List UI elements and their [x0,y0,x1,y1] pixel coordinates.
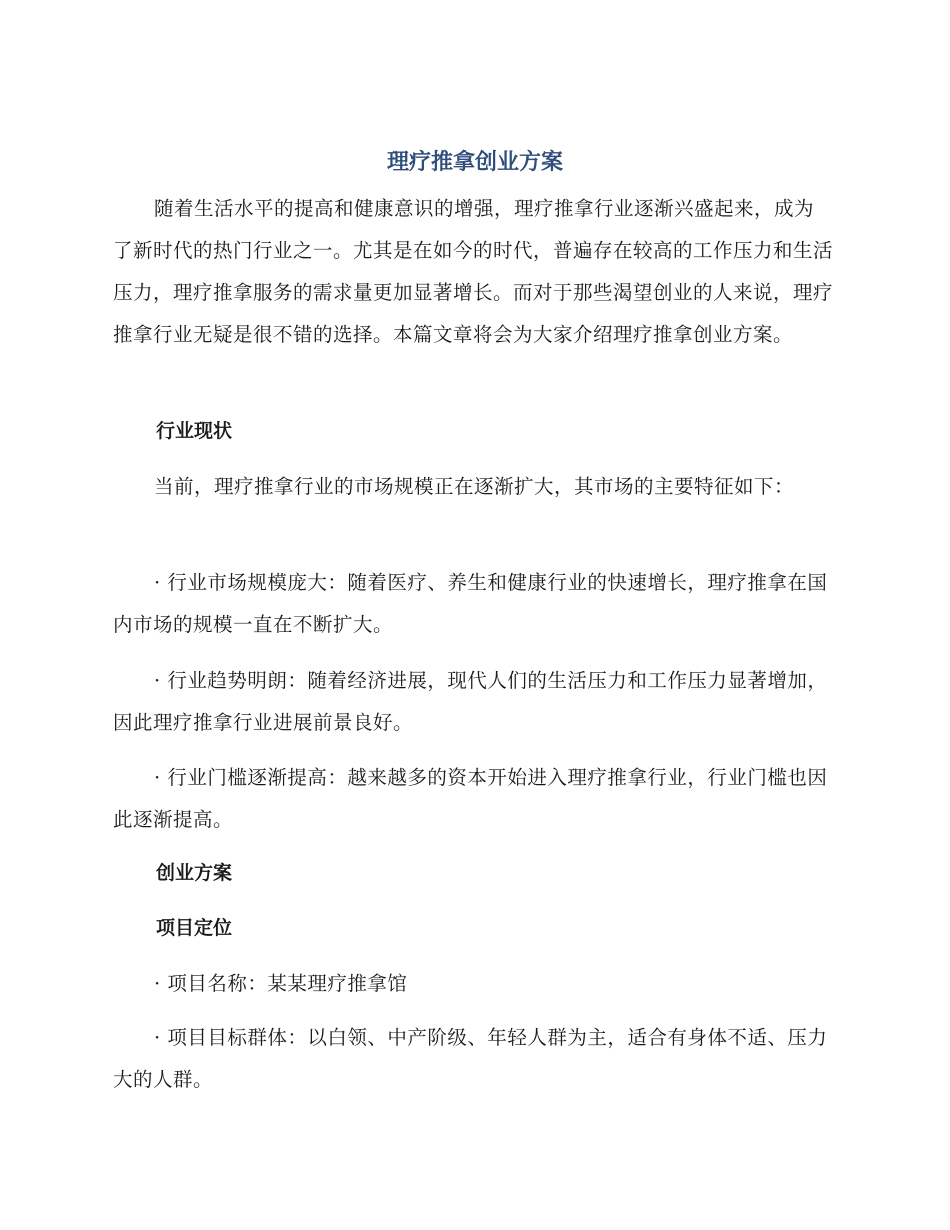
sub-heading-positioning: 项目定位 [156,917,233,939]
industry-lead-paragraph: 当前，理疗推拿行业的市场规模正在逐渐扩大，其市场的主要特征如下： [153,475,794,498]
section-heading-industry: 行业现状 [156,420,233,442]
intro-paragraph: 随着生活水平的提高和健康意识的增强，理疗推拿行业逐渐兴盛起来，成为了新时代的热门行业之一。尤其是在如今的时代，普遍存在较高的工作压力和生活压力，理疗推拿服务的需求量更加显著增长。而对于那些渴望创业的人来说，理疗推拿行业无疑是很不错的选择。本篇文章将会为大家介绍理疗推拿创业方案。 [113,197,834,346]
section-heading-plan: 创业方案 [156,862,233,884]
plan-bullet-1: · 项目名称：某某理疗推拿馆 [153,972,408,995]
industry-bullet-3: · 行业门槛逐渐提高：越来越多的资本开始进入理疗推拿行业，行业门槛也因此逐渐提高。 [113,766,828,831]
plan-bullet-2: · 项目目标群体：以白领、中产阶级、年轻人群为主，适合有身体不适、压力大的人群。 [113,1026,828,1091]
document-title: 理疗推拿创业方案 [386,150,563,175]
industry-bullet-2: · 行业趋势明朗：随着经济进展，现代人们的生活压力和工作压力显著增加，因此理疗推拿行业进展前景良好。 [113,669,828,734]
industry-bullet-1: · 行业市场规模庞大：随着医疗、养生和健康行业的快速增长，理疗推拿在国内市场的规模一直在不断扩大。 [113,571,828,636]
